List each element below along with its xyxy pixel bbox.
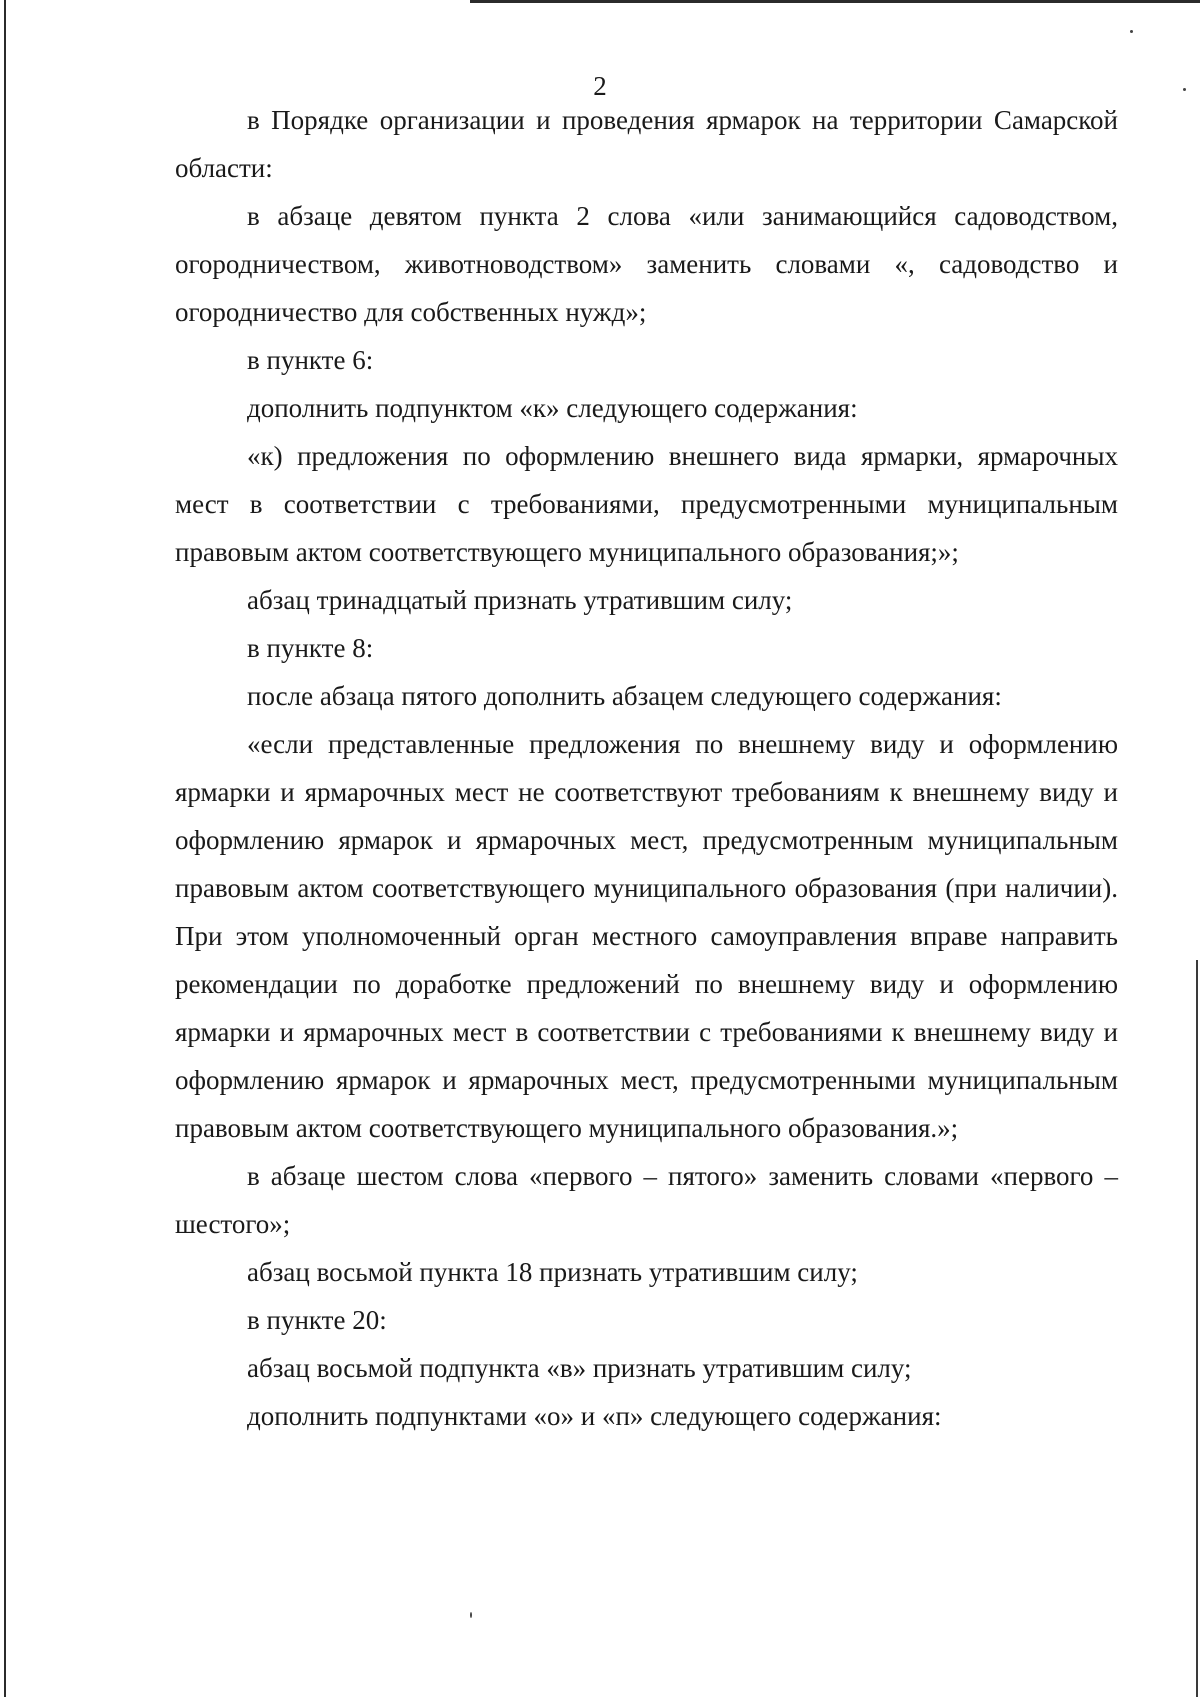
paragraph: «если представленные предложения по внешнему виду и оформлению ярмарки и ярмарочных мест не соответствуют требованиям к внешнему виду и оформлению ярмарок и ярмарочных мест, предусмотренным муниципальным правовым актом соответствующего муниципального образования (при наличии). При этом уполномоченный орган местного самоуправления вправе направить рекомендации по доработке предложений по внешнему виду и оформлению ярмарки и ярмарочных мест в соответствии с требованиями к внешнему виду и оформлению ярмарок и ярмарочных мест, предусмотренными муниципальным правовым актом соответствующего муниципального образования.»; [175,729,1118,1143]
paragraph: после абзаца пятого дополнить абзацем следующего содержания: [247,681,1002,711]
scan-speck [470,1612,472,1618]
scan-speck [1130,30,1133,33]
paragraph: «к) предложения по оформлению внешнего вида ярмарки, ярмарочных мест в соответствии с требованиями, предусмотренными муниципальным правовым актом соответствующего муниципального образования;»; [175,441,1118,567]
paragraph: в абзаце шестом слова «первого – пятого» заменить словами «первого – шестого»; [175,1161,1118,1239]
paragraph: в пункте 6: [247,345,374,375]
paragraph: абзац восьмой пункта 18 признать утратившим силу; [247,1257,858,1287]
scan-right-edge [1196,960,1198,1697]
paragraph: в Порядке организации и проведения ярмарок на территории Самарской области: [175,105,1118,183]
paragraph: дополнить подпунктом «к» следующего содержания: [247,393,858,423]
paragraph: в пункте 8: [247,633,374,663]
paragraph: в пункте 20: [247,1305,387,1335]
paragraph: в абзаце девятом пункта 2 слова «или занимающийся садоводством, огородничеством, животноводством» заменить словами «, садоводство и огородничество для собственных нужд»; [175,201,1118,327]
paragraph: дополнить подпунктами «о» и «п» следующего содержания: [247,1401,942,1431]
paragraph: абзац тринадцатый признать утратившим силу; [247,585,793,615]
document-body [175,96,1118,1440]
paragraph: абзац восьмой подпункта «в» признать утратившим силу; [247,1353,912,1383]
page-number: 2 [593,71,607,101]
scan-top-edge [470,0,1200,3]
scan-left-edge [4,0,6,1697]
